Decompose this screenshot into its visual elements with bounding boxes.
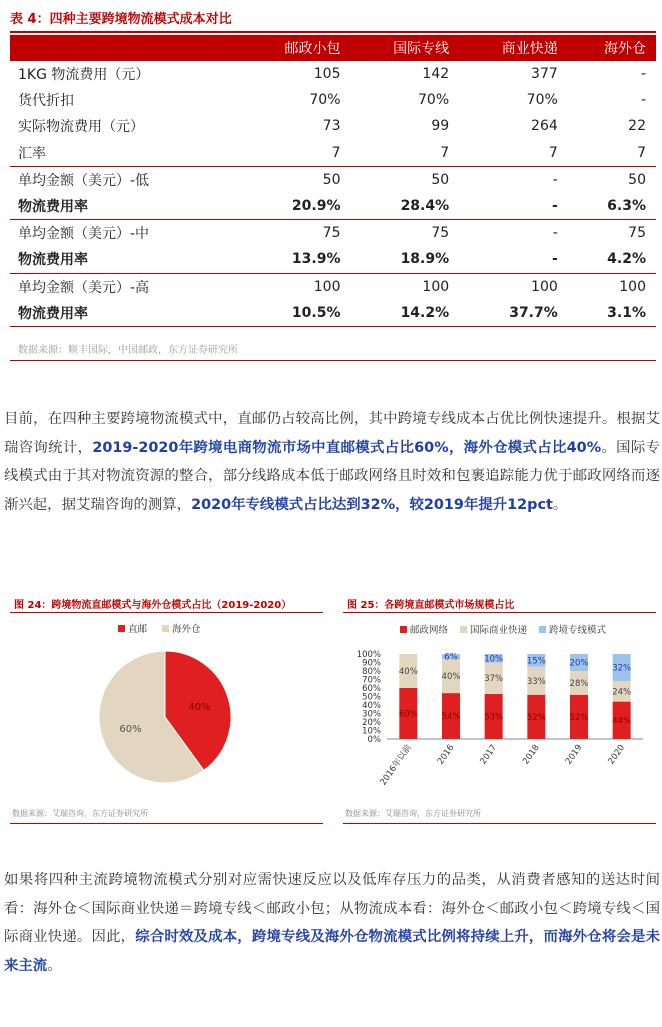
legend-label: 邮政网络 <box>410 625 449 636</box>
bar-value-label: 37% <box>484 674 504 685</box>
table-cell: 377 <box>531 66 558 83</box>
cost-comparison-table <box>10 35 656 327</box>
legend-swatch <box>400 626 407 633</box>
table-cell: 6.3% <box>568 193 656 220</box>
table-cell: 75 <box>431 225 450 242</box>
table-cell: 7 <box>568 140 656 167</box>
table-cell: 264 <box>531 118 558 135</box>
y-tick-label: 60% <box>362 684 381 694</box>
table-cell: 99 <box>431 118 450 135</box>
table-cell: 70% <box>418 92 450 109</box>
legend-label: 直邮 <box>128 624 148 635</box>
bar-value-label: 33% <box>526 676 546 687</box>
bar-value-label: 24% <box>612 687 632 698</box>
table-cell: 50 <box>431 171 450 188</box>
table-cell: - <box>459 193 568 220</box>
bar-value-label: 53% <box>484 712 504 723</box>
y-tick-label: 30% <box>362 709 381 720</box>
pie-chart <box>10 614 323 799</box>
table-cell: 70% <box>309 92 341 109</box>
legend-label: 海外仓 <box>172 624 201 635</box>
table-cell: 10.5% <box>242 300 351 327</box>
figure-24 <box>10 594 323 824</box>
bar-value-label: 32% <box>612 663 632 674</box>
pie-slice-label: 40% <box>188 701 211 713</box>
figure-title: 图 25：各跨境直邮模式市场规模占比 <box>347 600 515 611</box>
bar-value-label: 54% <box>441 712 461 723</box>
x-tick-label: 2018 <box>521 742 542 767</box>
table-cell: - <box>552 171 558 188</box>
stacked-bar-chart <box>343 614 656 799</box>
y-tick-label: 50% <box>362 692 381 703</box>
body-paragraph-1 <box>4 405 660 519</box>
table-cell: 50 <box>628 171 646 188</box>
table-source: 数据来源：顺丰国际，中国邮政，东方证券研究所 <box>18 345 238 356</box>
y-tick-label: 90% <box>362 658 381 669</box>
row-label: 汇率 <box>10 140 242 167</box>
bar-value-label: 28% <box>569 678 589 689</box>
y-tick-label: 40% <box>362 701 381 711</box>
table-row <box>10 87 656 113</box>
legend-label: 国际商业快递 <box>470 625 528 636</box>
table-cell: 75 <box>322 225 341 242</box>
x-tick-label: 2016年以前 <box>378 742 414 788</box>
figure-rule <box>10 612 323 613</box>
bar-value-label: 60% <box>398 709 418 720</box>
table-cell: 50 <box>322 171 341 188</box>
table-cell: 142 <box>422 66 450 83</box>
table-header-row <box>10 35 656 61</box>
table-cell: 7 <box>351 140 460 167</box>
text-run: 目前，在四种主要跨境物流模式中，直邮仍占较高比例，其中跨境专线成本占优比例快速提升。根据艾瑞咨询统计， <box>4 411 660 456</box>
x-tick-label: 2016 <box>435 742 457 767</box>
row-label: 货代折扣 <box>18 93 74 110</box>
bar-value-label: 44% <box>612 716 632 727</box>
table-cell: 100 <box>619 278 646 295</box>
table-row <box>10 246 656 273</box>
legend-label: 跨境专线模式 <box>549 625 607 636</box>
column-header <box>10 35 242 61</box>
table-row <box>10 166 656 193</box>
table-cell: 105 <box>313 66 341 83</box>
table-cell: 100 <box>422 278 450 295</box>
figure-source: 数据来源：艾瑞咨询，东方证券研究所 <box>345 809 481 818</box>
y-tick-label: 70% <box>362 675 381 686</box>
highlight-text: 综合时效及成本，跨境专线及海外仓物流模式比例将持续上升，而海外仓将会是未来主流 <box>4 929 660 974</box>
row-label: 单均金额（美元）-高 <box>18 279 150 296</box>
row-label: 物流费用率 <box>10 193 242 220</box>
row-label: 1KG 物流费用（元） <box>18 67 150 84</box>
figure-rule <box>343 612 656 613</box>
highlight-text: 2020年专线模式占比达到32%，较2019年提升12pct <box>191 496 553 513</box>
y-tick-label: 10% <box>362 726 381 737</box>
x-tick-label: 2019 <box>563 742 585 767</box>
bar-value-label: 52% <box>526 712 546 723</box>
table-cell: 75 <box>628 225 646 242</box>
y-tick-label: 100% <box>356 650 381 660</box>
column-header: 国际专线 <box>351 35 460 61</box>
table-cell: 100 <box>313 278 341 295</box>
figure-25 <box>343 594 656 824</box>
table-row <box>10 140 656 167</box>
bar-value-label: 20% <box>569 658 589 669</box>
table-cell: 100 <box>531 278 558 295</box>
table-row <box>10 113 656 139</box>
table-title: 表 4：四种主要跨境物流模式成本对比 <box>10 12 232 27</box>
text-run: 如果将四种主流跨境物流模式分别对应需快速反应以及低库存压力的品类，从消费者感知的送达时间看：海外仓＜国际商业快递＝跨境专线＜邮政小包；从物流成本看：海外仓＜邮政小包＜跨境专线＜国际商业快递。因此， <box>4 872 660 945</box>
table-cell: 4.2% <box>568 246 656 273</box>
table-cell: 3.1% <box>568 300 656 327</box>
figure-title: 图 24：跨境物流直邮模式与海外仓模式占比（2019-2020） <box>14 600 292 611</box>
table-cell: 7 <box>459 140 568 167</box>
x-tick-label: 2017 <box>478 742 500 767</box>
bar-value-label: 10% <box>484 654 504 665</box>
table-cell: 13.9% <box>242 246 351 273</box>
table-cell: 37.7% <box>459 300 568 327</box>
y-tick-label: 0% <box>367 735 381 745</box>
text-run: 。国际专线模式由于其对物流资源的整合，部分线路成本低于邮政网络且时效和包裹追踪能力优于邮政网络而逐渐兴起，据艾瑞咨询的测算， <box>4 439 660 513</box>
bar-value-label: 15% <box>526 656 546 667</box>
pie-slice-label: 60% <box>119 724 142 736</box>
text-run: 。 <box>47 957 62 974</box>
body-paragraph-2 <box>4 866 660 980</box>
bar-value-label: 40% <box>398 667 418 677</box>
table-body <box>10 61 656 326</box>
table-top-rule <box>10 31 656 33</box>
bar-value-label: 6% <box>444 652 458 663</box>
table-cell: - <box>552 225 558 242</box>
table-row <box>10 273 656 300</box>
row-label: 物流费用率 <box>10 300 242 327</box>
row-label: 单均金额（美元）-中 <box>18 226 150 243</box>
table-cell: 14.2% <box>351 300 460 327</box>
figure-source: 数据来源：艾瑞咨询，东方证券研究所 <box>12 809 148 818</box>
bar-value-label: 52% <box>569 712 589 723</box>
text-run: 。 <box>552 496 568 513</box>
table-cell: 28.4% <box>351 193 460 220</box>
legend-swatch <box>162 625 169 632</box>
legend-swatch <box>460 626 467 633</box>
table-cell: 20.9% <box>242 193 351 220</box>
table-bottom-rule <box>10 360 656 361</box>
table-row <box>10 220 656 247</box>
table-cell: - <box>640 66 646 83</box>
table-cell: 18.9% <box>351 246 460 273</box>
highlight-text: 2019-2020年跨境电商物流市场中直邮模式占比60%，海外仓模式占比40% <box>92 439 602 456</box>
y-tick-label: 20% <box>362 718 381 728</box>
row-label: 单均金额（美元）-低 <box>18 172 150 189</box>
row-label: 物流费用率 <box>10 246 242 273</box>
table-cell: 7 <box>242 140 351 167</box>
table-cell: 73 <box>322 118 341 135</box>
table-cell: - <box>459 246 568 273</box>
table-row <box>10 193 656 220</box>
table-cell: 22 <box>628 118 646 135</box>
column-header: 邮政小包 <box>242 35 351 61</box>
table-row <box>10 300 656 327</box>
x-tick-label: 2020 <box>606 742 628 767</box>
legend-swatch <box>539 626 546 633</box>
bar-value-label: 40% <box>441 672 461 683</box>
legend-swatch <box>118 625 125 632</box>
column-header: 海外仓 <box>568 35 656 61</box>
table-cell: - <box>640 92 646 109</box>
column-header: 商业快递 <box>459 35 568 61</box>
table-cell: 70% <box>526 92 558 109</box>
y-tick-label: 80% <box>362 667 381 677</box>
table-row <box>10 61 656 87</box>
row-label: 实际物流费用（元） <box>18 119 144 136</box>
